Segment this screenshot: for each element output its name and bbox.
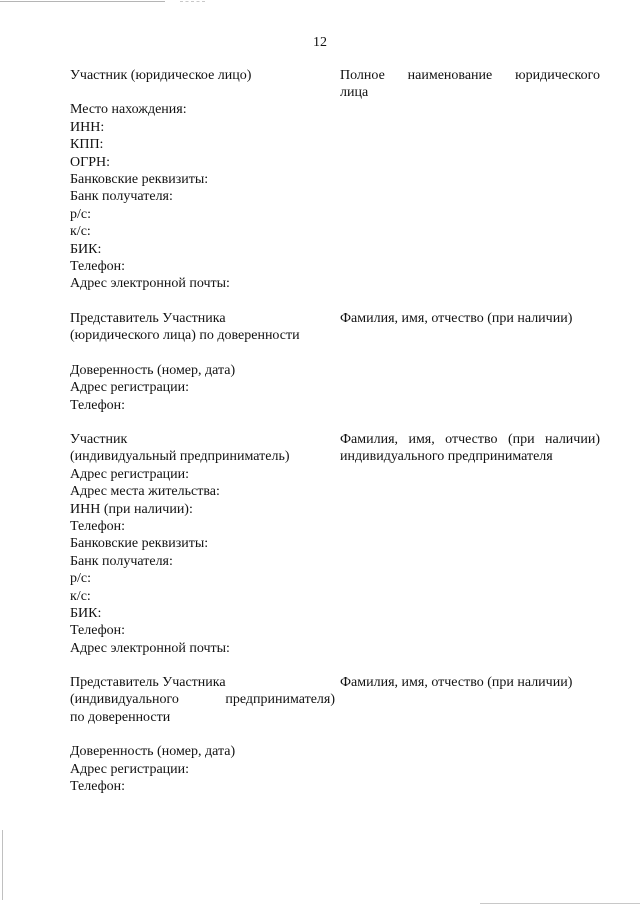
scan-edge-left [2,830,3,900]
fio-label: Фамилия, имя, отчество (при наличии) [340,675,573,690]
field-registration-address: Адрес регистрации: [70,466,190,482]
representative-basis: по доверенности [70,709,171,725]
field-power-of-attorney: Доверенность (номер, дата) [70,362,236,378]
legal-entity-name-column [340,67,600,102]
legal-entity-heading: Участник (юридическое лицо) [70,68,252,83]
entrepreneur-heading: Участник [70,432,128,447]
representative-subheading: (индивидуального предпринимателя) [70,692,335,708]
field-inn: ИНН: [70,119,105,135]
field-phone: Телефон: [70,259,126,275]
scan-edge-top [0,1,165,2]
field-phone: Телефон: [70,519,126,535]
field-registration-address: Адрес регистрации: [70,761,190,777]
field-registration-address: Адрес регистрации: [70,380,190,396]
field-recipient-bank: Банк получателя: [70,553,173,569]
fio-label-line2: индивидуального предпринимателя [340,449,553,465]
field-kpp: КПП: [70,137,104,153]
field-bank-details: Банковские реквизиты: [70,172,209,188]
field-bank-details: Банковские реквизиты: [70,536,209,552]
full-name-label-line2: лица [340,85,369,101]
spacer [70,84,335,101]
field-location: Место нахождения: [70,102,187,118]
page-number: 12 [313,35,327,50]
field-power-of-attorney: Доверенность (номер, дата) [70,744,236,760]
legal-entity-participant-fields [70,67,335,293]
field-settlement-account: р/с: [70,571,91,587]
legal-representative-name-column [340,310,600,327]
entrepreneur-subheading: (индивидуальный предприниматель) [70,449,290,465]
field-email: Адрес электронной почты: [70,640,230,656]
field-ogrn: ОГРН: [70,154,110,170]
full-name-label-line1: Полное наименование юридического [340,68,600,83]
entrepreneur-participant-fields [70,431,335,657]
field-phone: Телефон: [70,779,126,795]
field-residence-address: Адрес места жительства: [70,484,220,500]
field-bik: БИК: [70,606,102,622]
representative-heading: Представитель Участника [70,675,226,690]
entrepreneur-representative-name-column [340,674,600,691]
field-bik: БИК: [70,241,102,257]
field-correspondent-account: к/с: [70,224,91,240]
scan-edge-bottom [480,903,640,904]
representative-subheading: (юридического лица) по доверенности [70,328,300,344]
field-email: Адрес электронной почты: [70,276,230,292]
scan-edge-top-dash [180,1,205,2]
fio-label: Фамилия, имя, отчество (при наличии) [340,311,573,326]
spacer [70,345,335,362]
representative-heading: Представитель Участника [70,311,226,326]
field-phone: Телефон: [70,397,126,413]
field-recipient-bank: Банк получателя: [70,189,173,205]
entrepreneur-representative-fields [70,674,335,795]
entrepreneur-name-column [340,431,600,466]
field-phone-2: Телефон: [70,623,126,639]
legal-entity-representative-fields [70,310,335,414]
spacer [70,726,335,743]
field-inn-optional: ИНН (при наличии): [70,501,193,517]
field-correspondent-account: к/с: [70,588,91,604]
fio-label: Фамилия, имя, отчество (при наличии) [340,432,600,447]
field-settlement-account: р/с: [70,206,91,222]
